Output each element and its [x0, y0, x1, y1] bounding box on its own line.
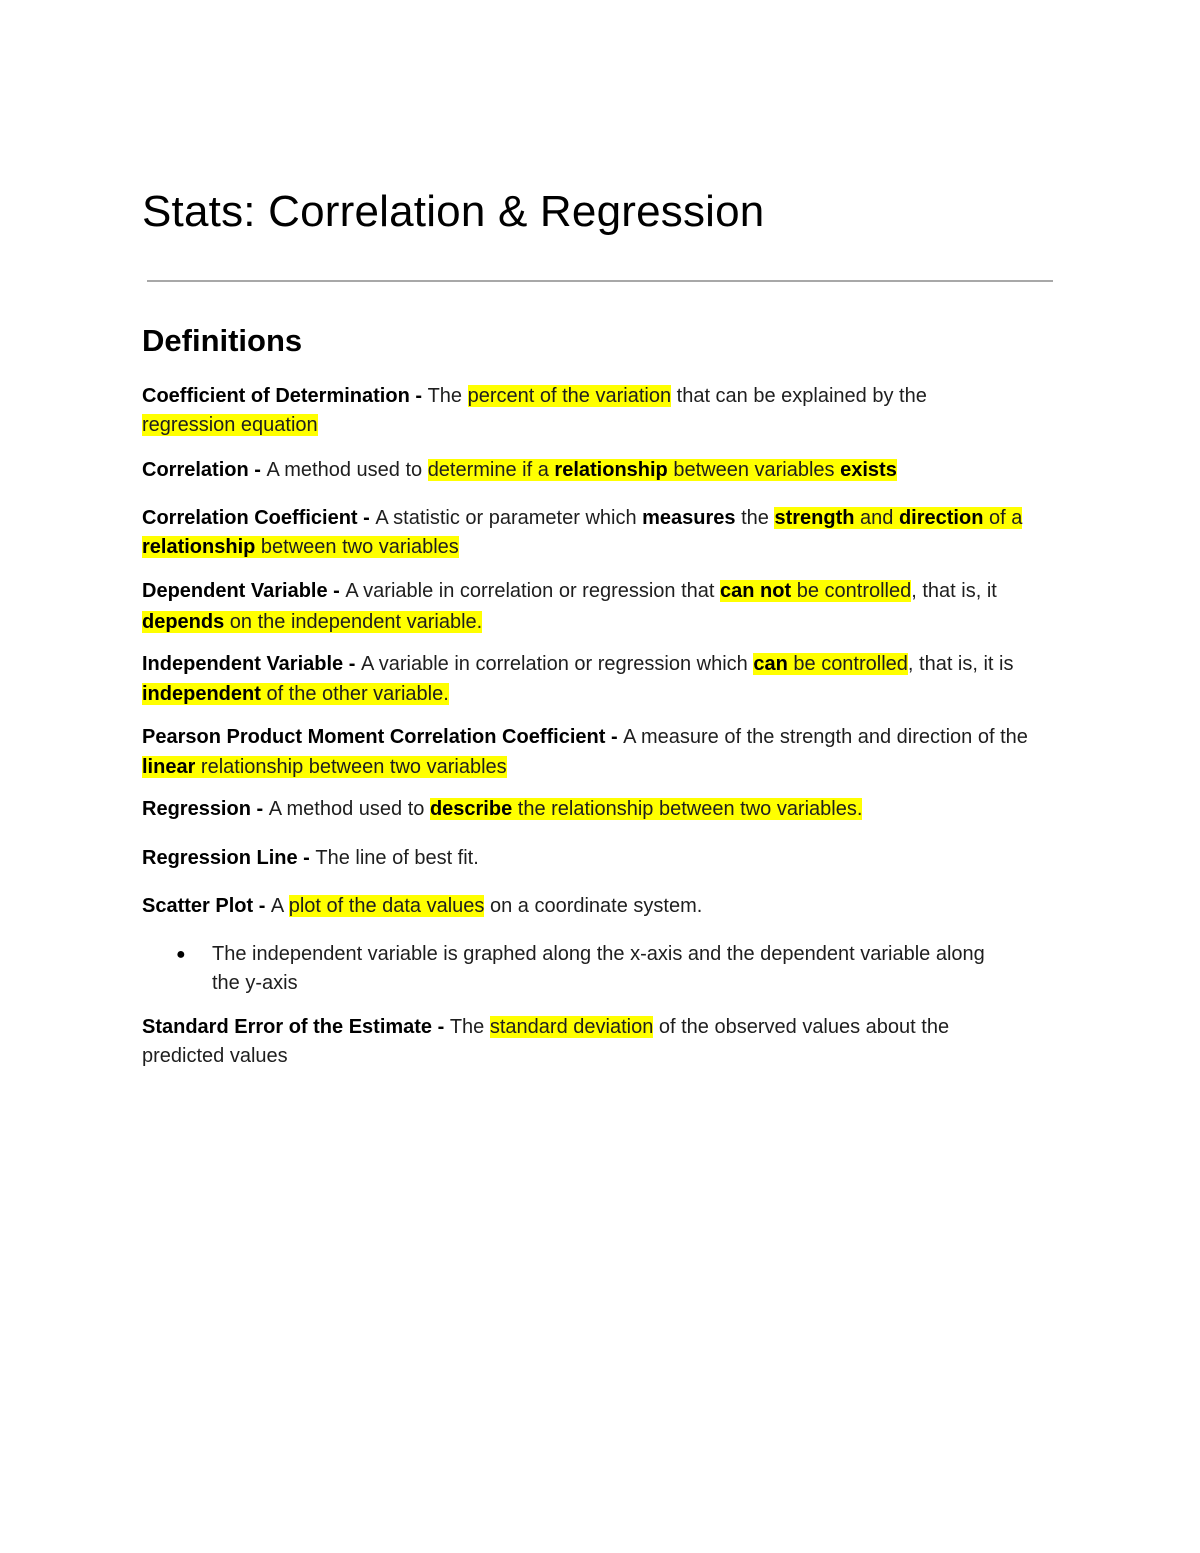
- definition-text: The: [449, 1016, 490, 1038]
- definition-coefficient-of-determination: [142, 382, 982, 440]
- definition-text: A: [270, 895, 289, 917]
- highlighted-text: percent of the variation: [467, 385, 672, 407]
- highlighted-text: regression equation: [142, 414, 318, 436]
- definition-correlation-coefficient: [142, 504, 1062, 562]
- definition-text: The line of best fit.: [315, 847, 479, 869]
- definition-independent-variable: [142, 649, 1062, 709]
- highlighted-bold-text: linear: [142, 756, 196, 778]
- definition-text: , that is, it is: [907, 653, 1014, 675]
- list-item: [142, 940, 1002, 998]
- definition-text: A variable in correlation or regression that: [345, 580, 721, 602]
- highlighted-bold-text: strength: [774, 507, 855, 529]
- definition-text: of the observed values about the predicted values: [142, 1016, 950, 1067]
- definition-regression-line: [142, 844, 1062, 873]
- definition-text: The: [427, 385, 468, 407]
- highlighted-bold-text: exists: [840, 459, 897, 481]
- definition-regression: [142, 795, 1062, 824]
- definition-text: A method used to: [268, 798, 430, 820]
- highlighted-text: the relationship between two variables.: [512, 798, 863, 820]
- highlighted-text: of a: [983, 507, 1023, 529]
- horizontal-divider: [147, 280, 1053, 282]
- definition-text: , that is, it: [911, 580, 997, 602]
- highlighted-text: plot of the data values: [288, 895, 485, 917]
- definition-term: Regression Line -: [142, 847, 316, 869]
- definition-text: that can be explained by the: [671, 385, 927, 407]
- definition-term: Independent Variable -: [142, 653, 361, 675]
- definition-term: Regression -: [142, 798, 269, 820]
- highlighted-text: between two variables: [255, 536, 459, 558]
- definition-correlation: [142, 456, 1062, 485]
- definition-dependent-variable: [142, 576, 1062, 638]
- highlighted-bold-text: relationship: [554, 459, 668, 481]
- definition-scatter-plot: [142, 892, 1062, 921]
- definition-text: A method used to: [266, 459, 428, 481]
- definition-term: Pearson Product Moment Correlation Coefficient -: [142, 726, 624, 748]
- highlighted-text: relationship between two variables: [195, 756, 507, 778]
- highlighted-text: determine if a: [427, 459, 555, 481]
- highlighted-text: between variables: [667, 459, 841, 481]
- highlighted-bold-text: depends: [142, 611, 225, 633]
- highlighted-bold-text: describe: [429, 798, 513, 820]
- highlighted-text: on the independent variable.: [224, 611, 483, 633]
- definition-text: on a coordinate system.: [484, 895, 703, 917]
- highlighted-text: and: [854, 507, 899, 529]
- highlighted-text: be controlled: [787, 653, 908, 675]
- definition-term: Correlation Coefficient -: [142, 507, 376, 529]
- definition-term: Coefficient of Determination -: [142, 385, 428, 407]
- bullet-text: The independent variable is graphed along the x-axis and the dependent variable along the y-axis: [212, 943, 985, 994]
- bold-text: measures: [642, 507, 736, 529]
- definition-term: Scatter Plot -: [142, 895, 271, 917]
- highlighted-text: standard deviation: [489, 1016, 654, 1038]
- page-title: Stats: Correlation & Regression: [142, 187, 765, 236]
- definition-text: the: [735, 507, 775, 529]
- section-heading: Definitions: [142, 323, 303, 358]
- highlighted-bold-text: direction: [898, 507, 984, 529]
- bullet-icon: ●: [176, 946, 186, 963]
- definition-term: Dependent Variable -: [142, 580, 346, 602]
- definition-term: Correlation -: [142, 459, 267, 481]
- definition-standard-error: [142, 1013, 1032, 1071]
- highlighted-bold-text: can: [753, 653, 788, 675]
- definition-text: A statistic or parameter which: [375, 507, 643, 529]
- definition-text: A variable in correlation or regression which: [360, 653, 754, 675]
- highlighted-text: of the other variable.: [260, 683, 449, 705]
- definition-text: A measure of the strength and direction of the: [623, 726, 1028, 748]
- highlighted-bold-text: relationship: [142, 536, 256, 558]
- highlighted-bold-text: can not: [720, 580, 792, 602]
- highlighted-bold-text: independent: [142, 683, 261, 705]
- scatter-plot-bullet-list: [142, 940, 1062, 998]
- highlighted-text: be controlled: [791, 580, 912, 602]
- definition-pearson-coefficient: [142, 722, 1062, 782]
- definition-term: Standard Error of the Estimate -: [142, 1016, 450, 1038]
